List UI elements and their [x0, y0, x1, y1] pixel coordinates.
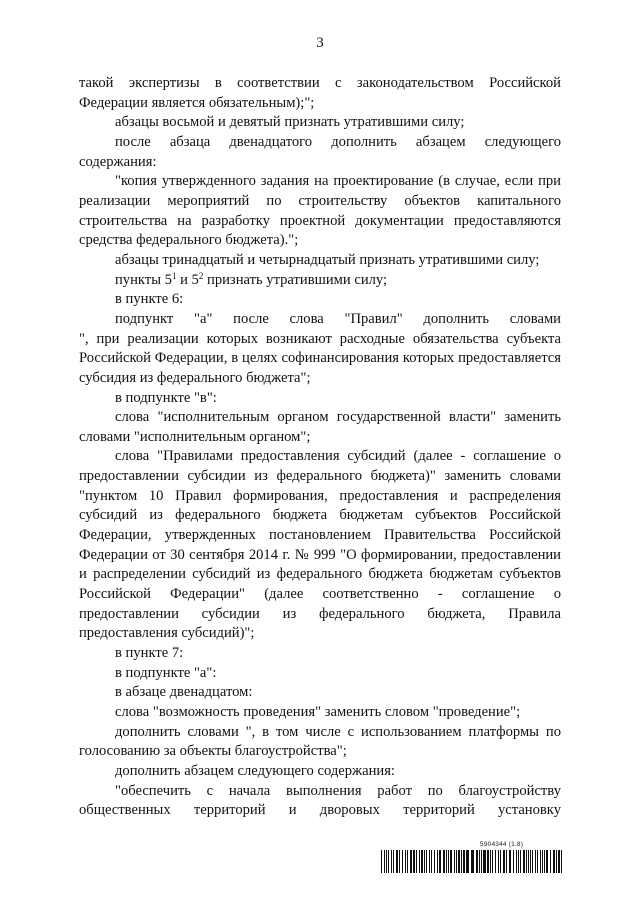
- paragraph: после абзаца двенадцатого дополнить абзацем следующего содержания:: [79, 133, 561, 170]
- paragraph: подпункт "а" после слова "Правил" дополнить словами: [115, 310, 561, 327]
- paragraph: в подпункте "в":: [115, 389, 217, 406]
- paragraph: в абзаце двенадцатом:: [115, 684, 253, 701]
- paragraph: слова "исполнительным органом государственной власти" заменить словами "исполнительным органом";: [79, 409, 561, 445]
- paragraph: "обеспечить с начала выполнения работ по благоустройству общественных территорий и дворовых территорий установку: [79, 782, 561, 819]
- paragraph: дополнить абзацем следующего содержания:: [115, 762, 395, 779]
- paragraph: абзацы восьмой и девятый признать утратившими силу;: [115, 114, 465, 131]
- paragraph: дополнить словами ", в том числе с использованием платформы по голосованию за объекты благоустройства";: [79, 723, 561, 760]
- page-number: 3: [316, 35, 324, 51]
- paragraph: абзацы тринадцатый и четырнадцатый признать утратившими силу;: [115, 251, 540, 268]
- paragraph: слова "возможность проведения" заменить словом "проведение";: [115, 704, 521, 720]
- paragraph: "копия утвержденного задания на проектирование (в случае, если при реализации мероприятий по строительству объектов капитального строительства на разработку проектной документации предоставляются средства федерального бюджета).";: [79, 173, 561, 249]
- paragraph: в пункте 6:: [115, 291, 184, 308]
- paragraph: в подпункте "а":: [115, 664, 217, 681]
- paragraph: в пункте 7:: [115, 645, 184, 662]
- paragraph: такой экспертизы в соответствии с законодательством Российской Федерации является обязательным);";: [79, 75, 561, 111]
- barcode-number: 5904344 (1.8): [480, 841, 524, 848]
- paragraph: слова "Правилами предоставления субсидий (далее - соглашение о предоставлении субсидии из федерального бюджета)" заменить словами "пунктом 10 Правил формирования, предоставления и распределения субсидий из федерального бюджета бюджетам субъектов Российской Федерации, утвержденных постановлением Правительства Российской Федерации от 30 сентября 2014 г. № 999 "О формировании, предоставлении и распределении субсидий из федерального бюджета бюджетам субъектов Российской Федерации" (далее соответственно - соглашение о предоставлении субсидии из федерального бюджета, Правила предоставления субсидий)";: [79, 448, 561, 642]
- paragraph: ", при реализации которых возникают расходные обязательства субъекта Российской Федерации, в целях софинансирования которых предоставляется субсидия из федерального бюджета";: [79, 330, 561, 386]
- document-body: [79, 74, 561, 821]
- paragraph: пункты $5^1$ и $5^2$ признать утратившими силу;: [115, 270, 388, 288]
- barcode-image: [381, 850, 562, 873]
